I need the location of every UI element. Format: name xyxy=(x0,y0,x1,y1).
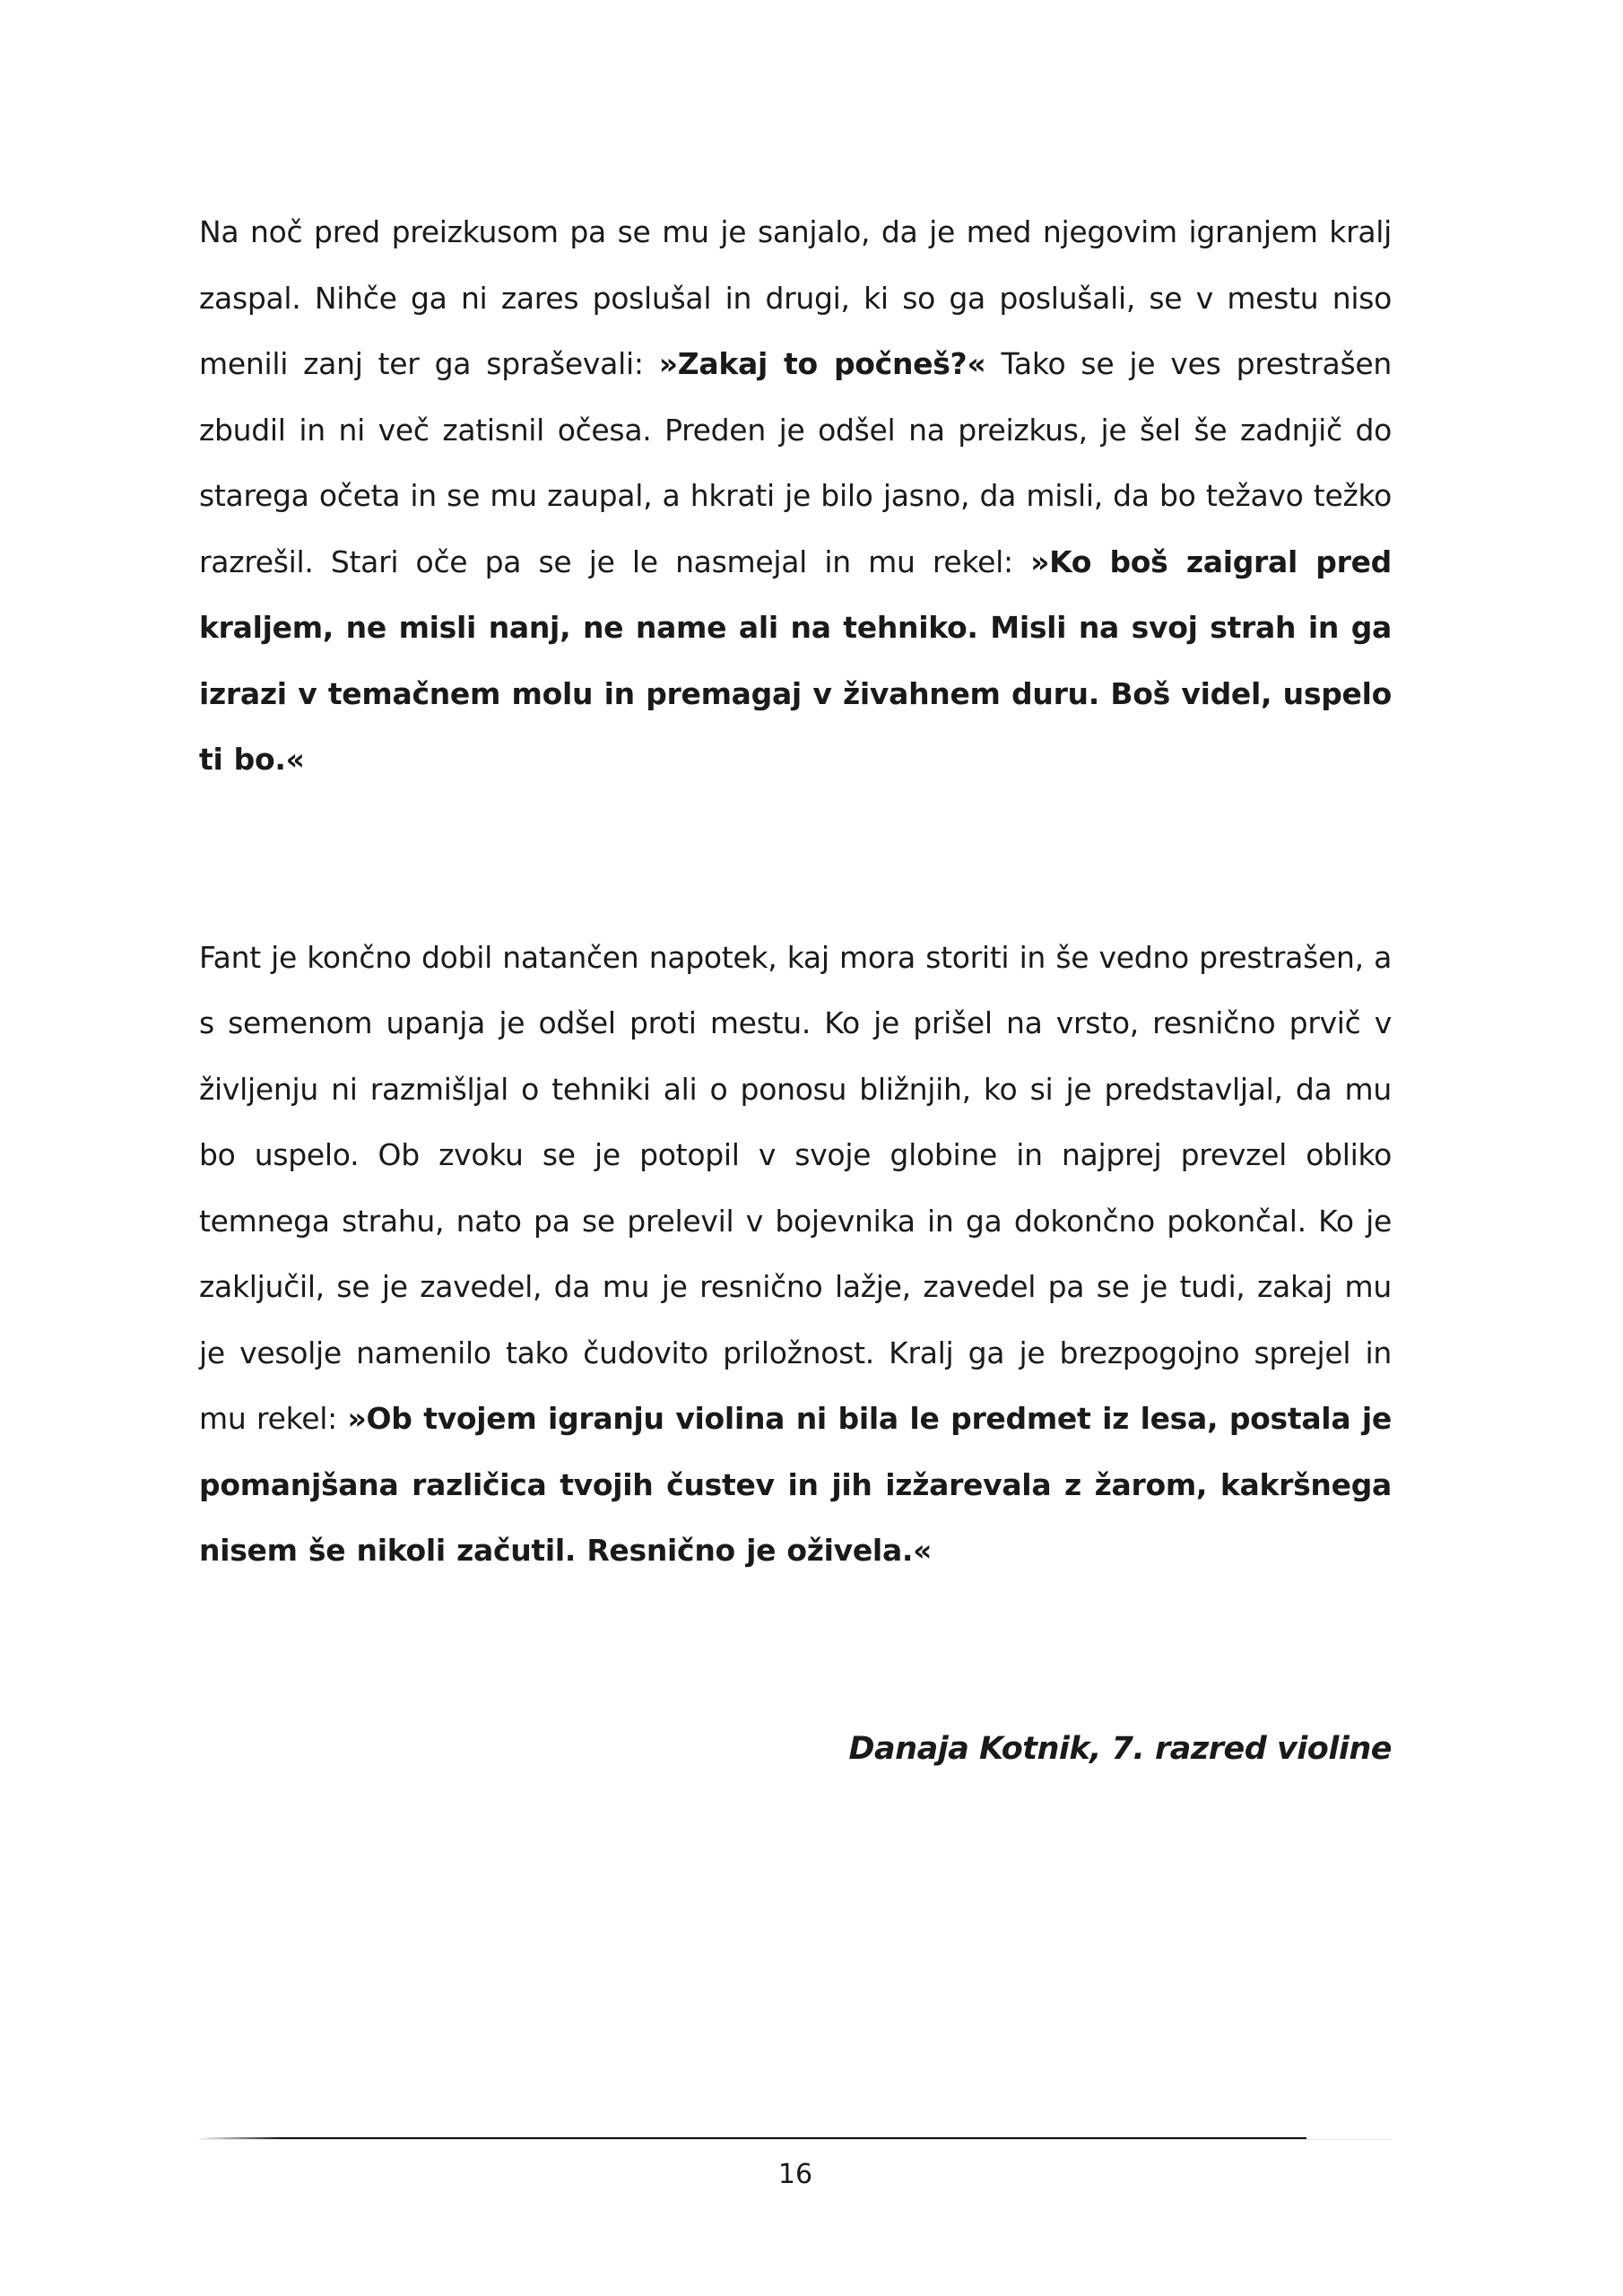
paragraph-2-text-1: Fant je končno dobil natančen napotek, kaj mora storiti in še vedno prestrašen, a s semenom upanja je odšel proti mestu. Ko je prišel na vrsto, resnično prvič v življenju ni razmišljal o tehniki ali o ponosu bližnjih, ko si je predstavljal, da mu bo uspelo. Ob zvoku se je potopil v svoje globine in najprej prevzel obliko temnega strahu, nato pa se prelevil v bojevnika in ga dokončno pokončal. Ko je zaključil, se je zavedel, da mu je resnično lažje, zavedel pa se je tudi, zakaj mu je vesolje namenilo tako čudovito priložnost. Kralj ga je brezpogojno sprejel in mu rekel: xyxy=(199,939,1392,1436)
footer-divider xyxy=(280,2137,1306,2139)
paragraph-2 xyxy=(199,925,1392,1584)
paragraph-1-quote-1: »Zakaj to počneš?« xyxy=(658,346,986,381)
paragraph-1-text-2: Tako se je ves prestrašen zbudil in ni več zatisnil očesa. Preden je odšel na preizkus, je šel še zadnjič do starega očeta in se mu zaupal, a hkrati je bilo jasno, da misli, da bo težavo težko razrešil. Stari oče pa se je le nasmejal in mu rekel: xyxy=(199,346,1392,579)
author-signature: Danaja Kotnik, 7. razred violine xyxy=(848,1730,1392,1767)
paragraph-1-text-1: Na noč pred preizkusom pa se mu je sanjalo, da je med njegovim igranjem kralj zaspal. Nihče ga ni zares poslušal in drugi, ki so ga poslušali, se v mestu niso menili zanj ter ga spraševali: xyxy=(199,214,1392,381)
footer-divider-light xyxy=(199,2139,1392,2140)
page-content xyxy=(199,199,1392,1782)
page-number: 16 xyxy=(777,2159,813,2190)
paragraph-2-quote-1: »Ob tvojem igranju violina ni bila le predmet iz lesa, postala je pomanjšana različica tvojih čustev in jih izžarevala z žarom, kakršnega nisem še nikoli začutil. Resnično je oživela.« xyxy=(199,1401,1392,1568)
paragraph-1 xyxy=(199,199,1392,793)
paragraph-1-quote-2: »Ko boš zaigral pred kraljem, ne misli nanj, ne name ali na tehniko. Misli na svoj strah in ga izrazi v temačnem molu in premagaj v živahnem duru. Boš videl, uspelo ti bo.« xyxy=(199,544,1392,777)
